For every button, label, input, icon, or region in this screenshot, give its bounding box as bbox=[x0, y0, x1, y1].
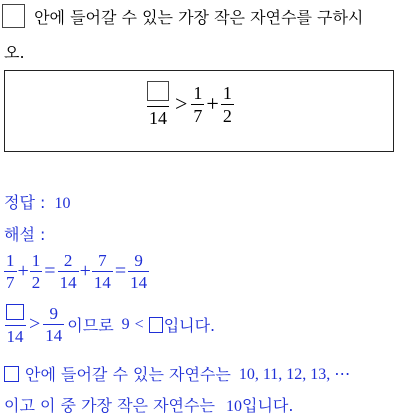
inequality-box bbox=[4, 70, 394, 152]
blank-fraction: 14 bbox=[145, 81, 171, 127]
plus-sign: + bbox=[206, 91, 219, 116]
explanation-label: 해설 : bbox=[4, 225, 46, 244]
inequality bbox=[145, 81, 234, 127]
blank-box bbox=[149, 317, 163, 333]
fraction-1-2: $\frac{1}{2}$ bbox=[222, 82, 232, 126]
conclusion-line: 이고 이 중 가장 작은 자연수는 10입니다. bbox=[4, 396, 294, 415]
blank-box bbox=[4, 366, 19, 382]
compare-line: 14 > $\frac{9}{14}$ 이므로 9 < 입니다. bbox=[6, 304, 216, 346]
question-line-1 bbox=[2, 4, 363, 28]
calc-line: $\frac{1}{7}$ + $\frac{1}{2}$ = $\frac{2}{14}$ + $\frac{7}{14}$ = $\frac{9}{14}$ bbox=[6, 251, 148, 292]
fraction-1-7: $\frac{1}{7}$ bbox=[193, 82, 203, 126]
answer-row bbox=[4, 190, 70, 213]
question-text-cont: 오. bbox=[4, 43, 25, 62]
greater-than: > bbox=[175, 91, 188, 116]
blank-box bbox=[147, 81, 169, 101]
question-text: 안에 들어갈 수 있는 가장 작은 자연수를 구하시 bbox=[34, 7, 364, 27]
answer-label: 정답 : bbox=[4, 193, 46, 212]
candidates-line: 안에 들어갈 수 있는 자연수는 10, 11, 12, 13, ⋯ bbox=[4, 362, 350, 385]
answer-value: 10 bbox=[54, 195, 71, 212]
blank-box bbox=[6, 304, 24, 320]
blank-box bbox=[2, 4, 25, 28]
